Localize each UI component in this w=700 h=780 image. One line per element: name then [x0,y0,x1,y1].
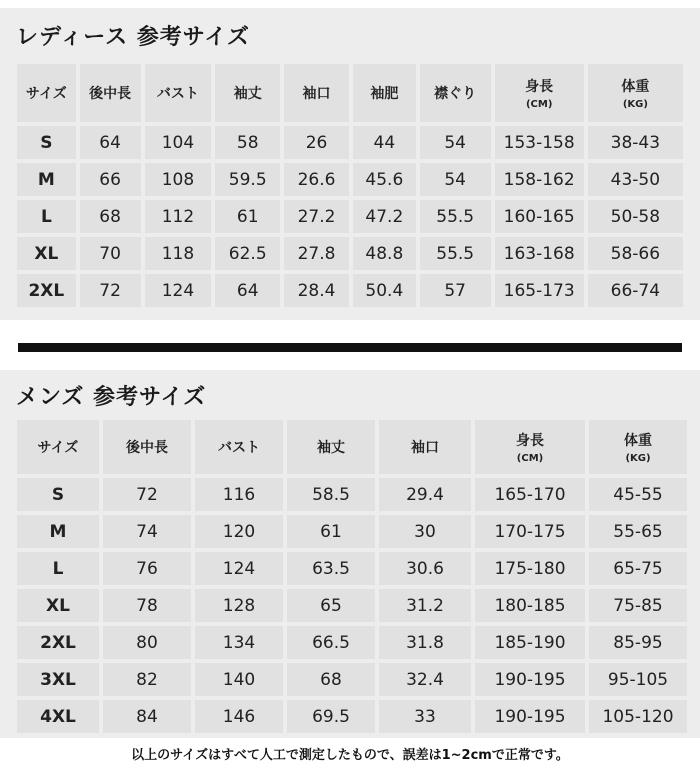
measurement-cell: 124 [195,552,283,585]
column-header [17,64,76,122]
measurement-cell: 104 [145,126,212,159]
measurement-cell: 70 [80,237,141,270]
table-row [17,200,683,233]
mens-size-table [13,416,691,737]
measurement-cell: 68 [80,200,141,233]
column-header-label: バスト [156,86,199,102]
size-label-cell: L [17,200,76,233]
size-label-cell: 2XL [17,274,76,307]
column-header [495,64,584,122]
measurement-cell: 30.6 [379,552,471,585]
measurement-cell: 85-95 [589,626,687,659]
column-header-label: サイズ [37,440,79,456]
size-label-cell: 4XL [17,700,99,733]
mens-size-section [0,370,700,738]
measurement-cell: 47.2 [353,200,416,233]
measurement-cell: 65 [287,589,375,622]
column-header [284,64,349,122]
measurement-cell: 28.4 [284,274,349,307]
size-label-cell: S [17,126,76,159]
size-label-cell: M [17,515,99,548]
column-header [589,420,687,474]
measurement-cell: 160-165 [495,200,584,233]
measurement-cell: 33 [379,700,471,733]
size-label-cell: XL [17,237,76,270]
size-label-cell: M [17,163,76,196]
measurement-cell: 165-170 [475,478,585,511]
column-header [420,64,491,122]
measurement-cell: 64 [215,274,280,307]
column-header-unit: (CM) [516,453,544,464]
measurement-cell: 54 [420,163,491,196]
measurement-cell: 65-75 [589,552,687,585]
column-header-label: 身長 [516,433,544,449]
measurement-cell: 134 [195,626,283,659]
measurement-cell: 80 [103,626,191,659]
column-header [379,420,471,474]
measurement-cell: 75-85 [589,589,687,622]
table-row [17,126,683,159]
column-header-label: 体重 [621,79,650,95]
column-header [145,64,212,122]
measurement-cell: 74 [103,515,191,548]
column-header-label: 体重 [624,433,652,449]
column-header-unit: (KG) [625,453,651,464]
column-header [287,420,375,474]
measurement-cell: 58.5 [287,478,375,511]
table-row [17,237,683,270]
table-row [17,626,687,659]
measurement-cell: 175-180 [475,552,585,585]
measurement-cell: 43-50 [588,163,683,196]
measurement-cell: 128 [195,589,283,622]
column-header [215,64,280,122]
section-divider [18,343,682,352]
measurement-cell: 146 [195,700,283,733]
column-header-label: 袖丈 [233,86,262,102]
ladies-header-row [17,64,683,122]
measurement-cell: 55-65 [589,515,687,548]
measurement-cell: 190-195 [475,700,585,733]
measurement-cell: 55.5 [420,237,491,270]
measurement-cell: 45-55 [589,478,687,511]
measurement-cell: 27.8 [284,237,349,270]
column-header-unit: (KG) [622,99,648,110]
measurement-cell: 55.5 [420,200,491,233]
measurement-cell: 68 [287,663,375,696]
measurement-cell: 153-158 [495,126,584,159]
measurement-cell: 170-175 [475,515,585,548]
measurement-cell: 116 [195,478,283,511]
size-label-cell: 2XL [17,626,99,659]
measurement-cell: 31.8 [379,626,471,659]
measurement-cell: 50.4 [353,274,416,307]
ladies-size-section [0,8,700,320]
column-header-label: 袖口 [302,86,331,102]
measurement-cell: 185-190 [475,626,585,659]
size-label-cell: 3XL [17,663,99,696]
column-header-label: バスト [218,440,260,456]
measurement-cell: 61 [215,200,280,233]
measurement-cell: 64 [80,126,141,159]
measurement-cell: 124 [145,274,212,307]
mens-header-row [17,420,687,474]
measurement-cell: 66 [80,163,141,196]
measurement-cell: 66-74 [588,274,683,307]
size-label-cell: L [17,552,99,585]
measurement-cell: 82 [103,663,191,696]
column-header-label: 身長 [525,79,554,95]
measurement-cell: 158-162 [495,163,584,196]
measurement-cell: 31.2 [379,589,471,622]
table-row [17,552,687,585]
measurement-cell: 66.5 [287,626,375,659]
measurement-cell: 48.8 [353,237,416,270]
measurement-cell: 180-185 [475,589,585,622]
column-header [80,64,141,122]
measurement-cell: 95-105 [589,663,687,696]
column-header-label: 袖丈 [317,440,345,456]
measurement-cell: 58-66 [588,237,683,270]
table-row [17,700,687,733]
measurement-cell: 57 [420,274,491,307]
size-label-cell: S [17,478,99,511]
table-row [17,515,687,548]
measurement-cell: 32.4 [379,663,471,696]
column-header [195,420,283,474]
table-row [17,589,687,622]
measurement-cell: 30 [379,515,471,548]
measurement-cell: 63.5 [287,552,375,585]
column-header-label: 後中長 [89,86,132,102]
mens-section-title: メンズ 参考サイズ [16,385,207,410]
ladies-section-title: レディース 参考サイズ [16,25,251,50]
column-header [588,64,683,122]
table-row [17,478,687,511]
measurement-cell: 27.2 [284,200,349,233]
column-header-label: 後中長 [126,440,168,456]
measurement-cell: 58 [215,126,280,159]
table-row [17,274,683,307]
column-header [17,420,99,474]
measurement-cell: 76 [103,552,191,585]
measurement-note: 以上のサイズはすべて人工で測定したもので、誤差は1~2cmで正常です。 [131,748,569,763]
measurement-cell: 26.6 [284,163,349,196]
measurement-cell: 54 [420,126,491,159]
measurement-cell: 72 [103,478,191,511]
measurement-cell: 69.5 [287,700,375,733]
column-header-label: 袖肥 [370,86,399,102]
measurement-cell: 118 [145,237,212,270]
measurement-cell: 140 [195,663,283,696]
table-row [17,163,683,196]
measurement-cell: 120 [195,515,283,548]
measurement-cell: 72 [80,274,141,307]
measurement-cell: 38-43 [588,126,683,159]
measurement-cell: 165-173 [495,274,584,307]
measurement-cell: 50-58 [588,200,683,233]
column-header [103,420,191,474]
measurement-cell: 59.5 [215,163,280,196]
measurement-cell: 163-168 [495,237,584,270]
measurement-cell: 190-195 [475,663,585,696]
measurement-cell: 44 [353,126,416,159]
table-row [17,663,687,696]
column-header-label: サイズ [25,86,67,102]
column-header [475,420,585,474]
column-header-label: 袖口 [411,440,439,456]
measurement-cell: 62.5 [215,237,280,270]
measurement-cell: 45.6 [353,163,416,196]
measurement-cell: 26 [284,126,349,159]
measurement-cell: 61 [287,515,375,548]
measurement-cell: 108 [145,163,212,196]
measurement-cell: 105-120 [589,700,687,733]
size-label-cell: XL [17,589,99,622]
column-header [353,64,416,122]
column-header-unit: (CM) [525,99,553,110]
measurement-cell: 29.4 [379,478,471,511]
ladies-size-table [13,60,687,311]
measurement-cell: 84 [103,700,191,733]
column-header-label: 襟ぐり [434,86,477,102]
measurement-cell: 78 [103,589,191,622]
measurement-cell: 112 [145,200,212,233]
